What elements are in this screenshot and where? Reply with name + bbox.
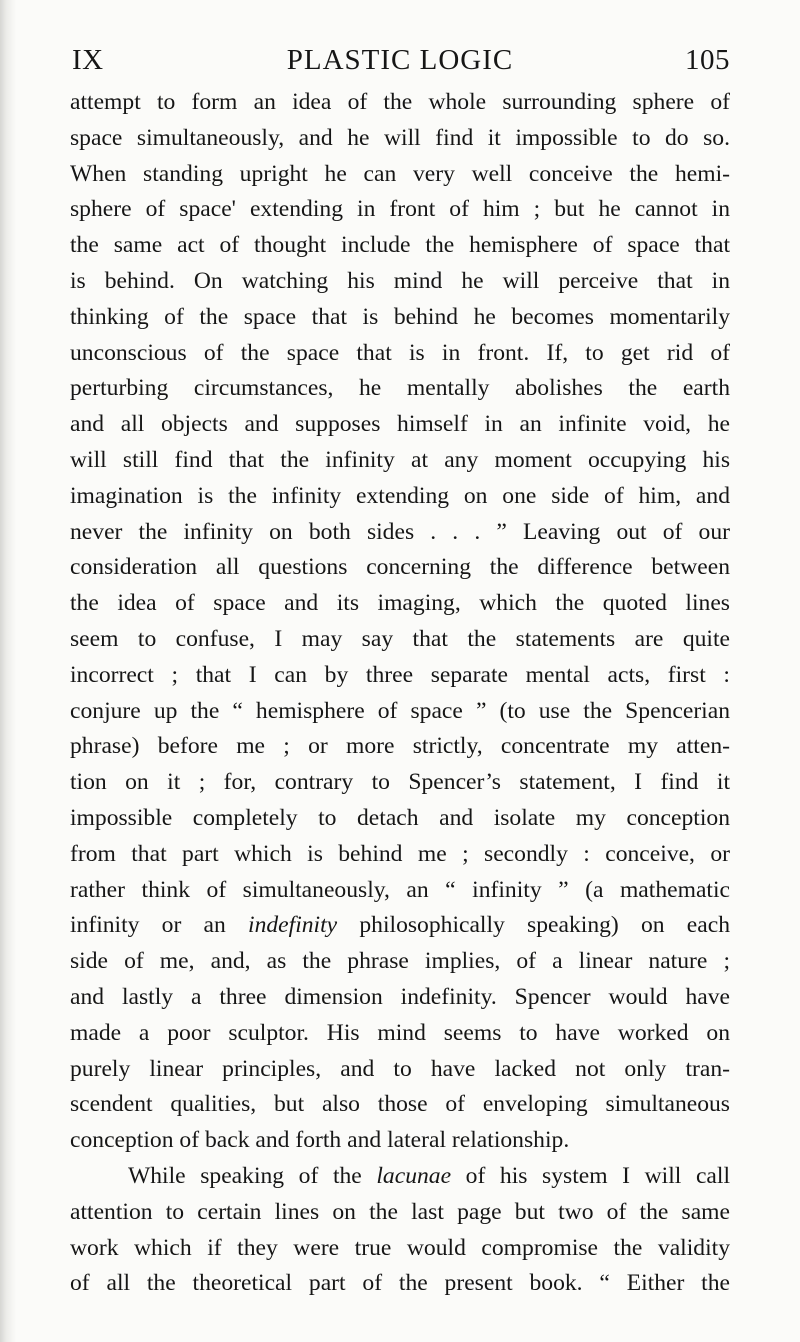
body-text (70, 85, 730, 1302)
page-edge-shadow (0, 0, 16, 1342)
italic-term: indefinity (248, 912, 338, 939)
text-line: never the infinity on both sides . . . ” Leaving out of our (70, 518, 730, 545)
text-line: impossible completely to detach and isolate my conception (70, 804, 730, 831)
italic-term: lacunae (376, 1162, 452, 1189)
text-line: space simultaneously, and he will find it impossible to do so. (70, 124, 730, 151)
running-header (70, 44, 730, 80)
text-line: infinity or an indefinity philosophically speaking) on each (70, 912, 731, 939)
text-line: from that part which is behind me ; secondly : conceive, or (70, 840, 730, 867)
text-line: imagination is the infinity extending on one side of him, and (70, 482, 730, 509)
text-line: of all the theoretical part of the present book. “ Either the (70, 1270, 730, 1297)
chapter-number: IX (72, 44, 104, 76)
text-line: phrase) before me ; or more strictly, concentrate my atten- (70, 733, 730, 760)
text-line: the same act of thought include the hemisphere of space that (70, 232, 730, 259)
text-line: rather think of simultaneously, an “ infinity ” (a mathematic (70, 876, 730, 903)
text-line: tion on it ; for, contrary to Spencer’s statement, I find it (70, 769, 730, 796)
text-line: conception of back and forth and lateral relationship. (70, 1127, 570, 1154)
text-line: sphere of space' extending in front of him ; but he cannot in (70, 196, 730, 223)
text-line: made a poor sculptor. His mind seems to have worked on (70, 1019, 730, 1046)
text-line: side of me, and, as the phrase implies, of a linear nature ; (70, 948, 730, 975)
text-line: consideration all questions concerning the difference between (70, 554, 730, 581)
text-line: attention to certain lines on the last page but two of the same (70, 1198, 730, 1225)
text-line: is behind. On watching his mind he will perceive that in (70, 267, 730, 294)
text-line: incorrect ; that I can by three separate mental acts, first : (70, 661, 730, 688)
text-line: purely linear principles, and to have lacked not only tran- (70, 1055, 730, 1082)
text-line: perturbing circumstances, he mentally abolishes the earth (70, 375, 730, 402)
page-number: 105 (685, 44, 730, 76)
text-line: the idea of space and its imaging, which the quoted lines (70, 590, 730, 617)
text-line: thinking of the space that is behind he becomes momentarily (70, 303, 730, 330)
text-line: unconscious of the space that is in front. If, to get rid of (70, 339, 730, 366)
text-line: scendent qualities, but also those of enveloping simultaneous (70, 1091, 730, 1118)
running-title: PLASTIC LOGIC (286, 44, 514, 76)
text-line: seem to confuse, I may say that the statements are quite (70, 625, 730, 652)
text-line: will still find that the infinity at any moment occupying his (70, 446, 730, 473)
text-line: and all objects and supposes himself in an infinite void, he (70, 411, 730, 438)
text-line: While speaking of the lacunae of his system I will call (70, 1162, 731, 1189)
text-line: attempt to form an idea of the whole surrounding sphere of (70, 89, 730, 115)
text-line: and lastly a three dimension indefinity. Spencer would have (70, 983, 730, 1010)
text-line: conjure up the “ hemisphere of space ” (to use the Spencerian (70, 697, 730, 724)
text-line: work which if they were true would compromise the validity (70, 1234, 730, 1261)
text-line: When standing upright he can very well conceive the hemi- (70, 160, 730, 187)
